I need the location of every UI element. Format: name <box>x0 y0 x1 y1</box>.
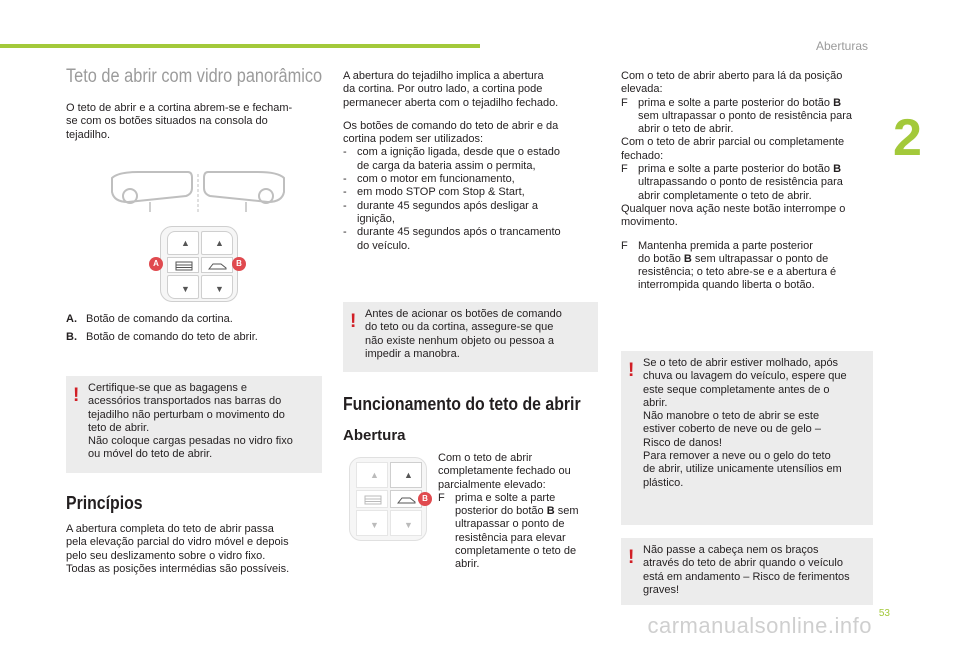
warning-icon: ! <box>350 311 357 332</box>
control-pad <box>160 226 238 302</box>
arrow-down-icon: ▼ <box>370 520 379 530</box>
list-item: F prima e solte a parte posterior do botão B sem ultrapassar o ponto de resistência para elevar completamente o teto de abrir. <box>438 491 579 571</box>
list-item: - durante 45 segundos após desligar a ignição, <box>343 199 539 225</box>
chapter-number: 2 <box>893 109 922 167</box>
page-title: Teto de abrir com vidro panorâmico <box>66 66 323 87</box>
operation-title: Funcionamento do teto de abrir <box>343 394 581 414</box>
arrow-up-icon: ▲ <box>404 470 413 480</box>
roof-open-button[interactable] <box>390 462 422 488</box>
roof-button-figure <box>345 455 435 545</box>
badge-b: B <box>418 492 432 506</box>
blind-open-button[interactable] <box>356 462 388 488</box>
warning-box-head: ! Não passe a cabeça nem os braços através do teto de abrir quando o veículo está em andamento – Risco de ferimentos graves! <box>621 538 873 605</box>
list-item: F prima e solte a parte posterior do botão B sem ultrapassar o ponto de resistência para abrir o teto de abrir. <box>621 96 853 136</box>
list-item: - em modo STOP com Stop & Start, <box>343 186 525 199</box>
arrow-up-icon: ▲ <box>215 238 224 248</box>
roof-close-button[interactable] <box>390 510 422 536</box>
arrow-down-icon: ▼ <box>404 520 413 530</box>
blind-button[interactable] <box>167 257 199 273</box>
roof-open-button[interactable] <box>201 231 233 255</box>
blind-open-button[interactable] <box>167 231 199 255</box>
operation-section <box>343 393 605 445</box>
blind-icon <box>364 495 382 505</box>
arrow-down-icon: ▼ <box>215 284 224 294</box>
badge-a: A <box>149 257 163 271</box>
opening-intro: Com o teto de abrir completamente fechado ou parcialmente elevado: <box>438 452 571 491</box>
intro-open-beyond: Com o teto de abrir aberto para lá da posição elevada: <box>621 70 843 96</box>
principles-section <box>66 492 326 576</box>
para-curtain: A abertura do tejadilho implica a abertura da cortina. Por outro lado, a cortina pode permanecer aberta com o tejadilho fechado. <box>343 70 559 109</box>
intro-closed: Com o teto de abrir parcial ou completamente fechado: <box>621 136 845 162</box>
arrow-down-icon: ▼ <box>181 284 190 294</box>
section-title: Aberturas <box>815 39 868 53</box>
legend-a: A. Botão de comando da cortina. <box>66 313 233 325</box>
warning-box-obstacle: ! Antes de acionar os botões de comando do teto ou da cortina, assegure-se que não existe nenhum objeto ou pessoa a impedir a manobra. <box>343 302 598 372</box>
badge-b: B <box>232 257 246 271</box>
list-item: - com o motor em funcionamento, <box>343 173 515 186</box>
warning-icon: ! <box>73 385 80 406</box>
interrupt-note: Qualquer nova ação neste botão interrompe o movimento. <box>621 202 846 229</box>
roof-button[interactable] <box>201 257 233 273</box>
watermark: carmanualsonline.info <box>647 613 872 638</box>
column-1 <box>66 66 326 142</box>
list-item: - durante 45 segundos após o trancamento do veículo. <box>343 226 561 252</box>
principles-title: Princípios <box>66 493 143 513</box>
column-3 <box>621 70 879 293</box>
list-item: F prima e solte a parte posterior do botão B ultrapassando o ponto de resistência para abrir completamente o teto de abrir. <box>621 163 843 202</box>
arrow-up-icon: ▲ <box>181 238 190 248</box>
sunroof-icon <box>208 261 228 271</box>
opening-text <box>438 452 608 572</box>
sunroof-icon <box>397 495 417 505</box>
warning-box-luggage: ! Certifique-se que as bagagens e acessórios transportados nas barras do tejadilho não perturbam o movimento do teto de abrir. Não coloque cargas pesadas no vidro fixo ou móvel do teto de abrir. <box>66 376 322 473</box>
principles-text: A abertura completa do teto de abrir passa pela elevação parcial do vidro móvel e depois pelo seu deslizamento sobre o vidro fixo. Todas as posições intermédias são possíveis. <box>66 523 290 575</box>
para-conditions-intro: Os botões de comando do teto de abrir e da cortina podem ser utilizados: <box>343 119 559 146</box>
column-2 <box>343 70 605 253</box>
warning-icon: ! <box>628 360 635 381</box>
console-figure <box>108 168 288 304</box>
opening-title: Abertura <box>343 427 406 444</box>
blind-close-button[interactable] <box>167 275 199 299</box>
roof-close-button[interactable] <box>201 275 233 299</box>
figure-legend <box>66 313 326 345</box>
legend-b: B. Botão de comando do teto de abrir. <box>66 331 258 344</box>
page-number: 53 <box>878 608 890 619</box>
blind-icon <box>175 261 193 271</box>
list-item: - com a ignição ligada, desde que o estado de carga da bateria assim o permita, <box>343 146 561 172</box>
warning-icon: ! <box>628 547 635 568</box>
list-item: F Mantenha premida a parte posterior do botão B sem ultrapassar o ponto de resistência; o teto abre-se e a abertura é interrompida quando liberta o botão. <box>621 239 837 292</box>
conditions-list <box>343 146 605 252</box>
arrow-up-icon: ▲ <box>370 470 379 480</box>
control-pad <box>349 457 427 541</box>
accent-bar <box>0 44 480 48</box>
blind-close-button[interactable] <box>356 510 388 536</box>
warning-box-wet: ! Se o teto de abrir estiver molhado, após chuva ou lavagem do veículo, espere que este seque completamente antes de o abrir. Não manobre o teto de abrir se este estiver coberto de neve ou de gelo – Risco de danos! Para remover a neve ou o gelo do teto de abrir, utilize unicamente utensílios em plástico. <box>621 351 873 525</box>
console-outline-icon <box>108 168 288 218</box>
blind-button[interactable] <box>356 490 388 508</box>
intro-text: O teto de abrir e a cortina abrem-se e fecham- se com os botões situados na consola do tejadilho. <box>66 102 293 141</box>
